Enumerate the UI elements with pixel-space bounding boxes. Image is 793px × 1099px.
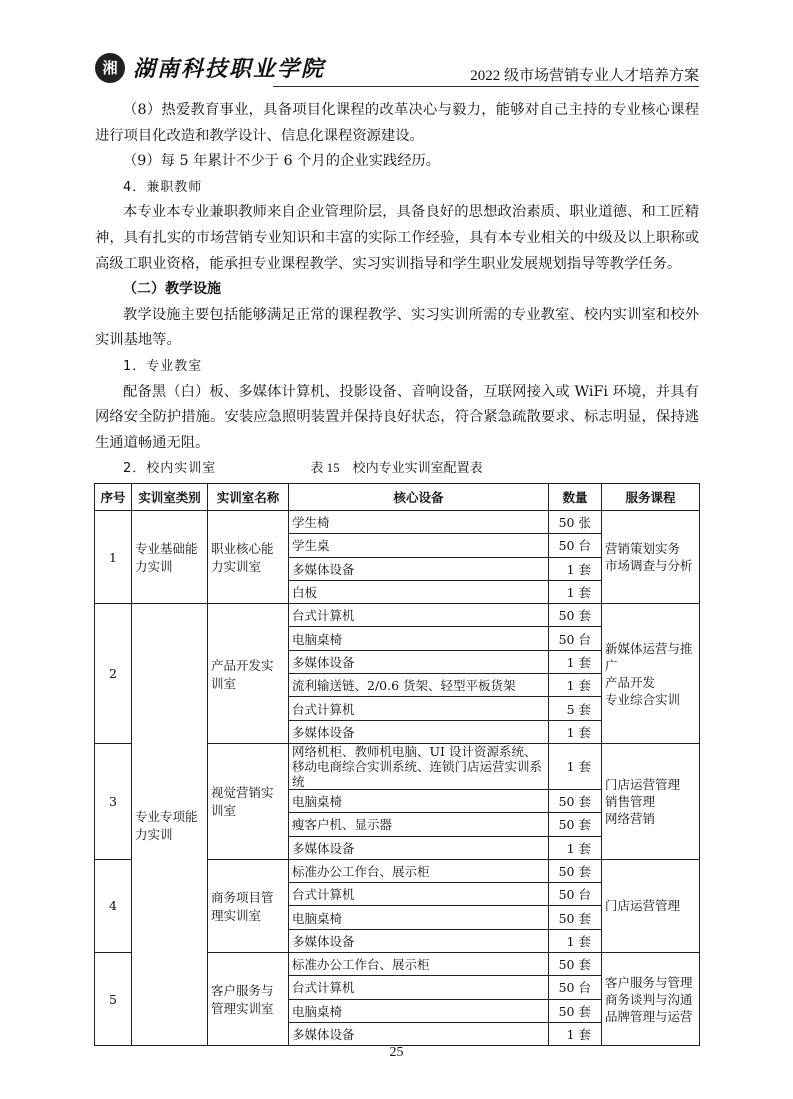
equipment-cell: 台式计算机	[289, 697, 549, 720]
course-item: 市场调查与分析	[605, 558, 693, 574]
room-name: 职业核心能力实训室	[208, 511, 289, 604]
quantity-cell: 1 套	[549, 1022, 602, 1045]
header-courses: 服务课程	[602, 484, 700, 511]
body-text	[95, 98, 699, 482]
paragraph-item-9: （9）每 5 年累计不少于 6 个月的企业实践经历。	[123, 153, 441, 170]
row-number: 1	[95, 511, 132, 604]
equipment-cell: 标准办公工作台、展示柜	[289, 859, 549, 882]
table-row	[95, 604, 700, 627]
course-item: 品牌管理与运营	[605, 1008, 693, 1024]
course-item: 专业综合实训	[605, 691, 681, 707]
equipment-cell: 电脑桌椅	[289, 999, 549, 1022]
courses-cell	[602, 859, 700, 952]
course-item: 新媒体运营与推广	[605, 640, 693, 673]
quantity-cell: 5 套	[549, 697, 602, 720]
quantity-cell: 50 套	[549, 999, 602, 1022]
equipment-cell: 标准办公工作台、展示柜	[289, 953, 549, 976]
quantity-cell: 50 台	[549, 976, 602, 999]
quantity-cell: 1 套	[549, 557, 602, 580]
quantity-cell: 1 套	[549, 836, 602, 859]
course-item: 客户服务与管理	[605, 974, 693, 990]
paragraph-classroom: 配备黑（白）板、多媒体计算机、投影设备、音响设备，互联网接入或 WiFi 环境，并具有网络安全防护措施。安装应急照明装置并保持良好状态，符合紧急疏散要求、标志明显，保持逃生通道畅通无阻。	[95, 383, 699, 451]
equipment-cell: 瘦客户机、显示器	[289, 813, 549, 836]
quantity-cell: 50 套	[549, 813, 602, 836]
equipment-cell: 学生椅	[289, 511, 549, 534]
room-category: 专业专项能力实训	[132, 604, 208, 1046]
quantity-cell: 50 套	[549, 906, 602, 929]
training-room-table	[94, 483, 700, 1046]
equipment-cell: 台式计算机	[289, 883, 549, 906]
table-header-row	[95, 484, 700, 511]
course-item: 商务谈判与沟通	[605, 991, 693, 1007]
paragraph-part-time-teachers: 本专业本专业兼职教师来自企业管理阶层，具备良好的思想政治素质、职业道德、和工匠精神，具有扎实的市场营销专业知识和丰富的实际工作经验，具有本专业相关的中级及以上职称或高级工职业资格，能承担专业课程教学、实习实训指导和学生职业发展规划指导等教学任务。	[95, 204, 699, 272]
courses-cell	[602, 511, 700, 604]
row-number: 2	[95, 604, 132, 744]
room-name: 视觉营销实训室	[208, 743, 289, 859]
table-row	[95, 511, 700, 534]
equipment-cell: 多媒体设备	[289, 650, 549, 673]
equipment-cell: 台式计算机	[289, 976, 549, 999]
subheading-part-time-teachers: 4．兼职教师	[123, 179, 203, 195]
header-no: 序号	[95, 484, 132, 511]
subheading-classroom: 1．专业教室	[123, 358, 203, 374]
school-name: 湖南科技职业学院	[133, 56, 326, 82]
quantity-cell: 50 套	[549, 604, 602, 627]
equipment-cell: 多媒体设备	[289, 1022, 549, 1045]
equipment-cell: 台式计算机	[289, 604, 549, 627]
row-number: 5	[95, 953, 132, 1046]
quantity-cell: 50 套	[549, 859, 602, 882]
quantity-cell: 1 套	[549, 650, 602, 673]
equipment-cell: 多媒体设备	[289, 929, 549, 952]
equipment-cell: 多媒体设备	[289, 720, 549, 743]
quantity-cell: 50 张	[549, 511, 602, 534]
header-divider	[273, 86, 699, 87]
equipment-cell: 电脑桌椅	[289, 627, 549, 650]
quantity-cell: 1 套	[549, 720, 602, 743]
equipment-cell: 白板	[289, 580, 549, 603]
header-category: 实训室类别	[132, 484, 208, 511]
course-item: 产品开发	[605, 674, 656, 690]
row-number: 4	[95, 859, 132, 952]
quantity-cell: 1 套	[549, 674, 602, 697]
quantity-cell: 50 套	[549, 953, 602, 976]
equipment-cell: 学生桌	[289, 534, 549, 557]
course-item: 门店运营管理	[605, 898, 681, 914]
course-item: 网络营销	[605, 810, 656, 826]
header-equipment: 核心设备	[289, 484, 549, 511]
room-name: 产品开发实训室	[208, 604, 289, 744]
header-room-name: 实训室名称	[208, 484, 289, 511]
school-logo	[95, 52, 325, 83]
equipment-cell: 电脑桌椅	[289, 906, 549, 929]
course-item: 门店运营管理	[605, 776, 681, 792]
equipment-cell: 电脑桌椅	[289, 789, 549, 812]
course-item: 销售管理	[605, 793, 656, 809]
course-item: 营销策划实务	[605, 541, 681, 557]
equipment-cell: 流利输送链、2/0.6 货架、轻型平板货架	[289, 674, 549, 697]
subheading-training-room: 2．校内实训室	[123, 461, 217, 477]
page-number: 25	[389, 1045, 404, 1060]
room-name: 商务项目管理实训室	[208, 859, 289, 952]
quantity-cell: 50 套	[549, 789, 602, 812]
document-title: 2022 级市场营销专业人才培养方案	[470, 68, 699, 84]
paragraph-item-8: （8）热爱教育事业，具备项目化课程的改革决心与毅力，能够对自己主持的专业核心课程进行项目化改造和教学设计、信息化课程资源建设。	[95, 102, 699, 144]
equipment-cell: 多媒体设备	[289, 836, 549, 859]
equipment-cell: 多媒体设备	[289, 557, 549, 580]
table-caption: 表 15 校内专业实训室配置表	[310, 460, 483, 475]
equipment-cell: 网络机柜、教师机电脑、UI 设计资源系统、移动电商综合实训系统、连锁门店运营实训系统	[289, 743, 549, 789]
section-heading-facilities: （二）教学设施	[123, 281, 221, 298]
quantity-cell: 50 台	[549, 627, 602, 650]
school-seal-icon: 湘	[95, 53, 125, 83]
paragraph-facilities: 教学设施主要包括能够满足正常的课程教学、实习实训所需的专业教室、校内实训室和校外实训基地等。	[95, 306, 699, 349]
quantity-cell: 1 套	[549, 743, 602, 789]
courses-cell	[602, 604, 700, 744]
courses-cell	[602, 743, 700, 859]
quantity-cell: 50 台	[549, 534, 602, 557]
header-quantity: 数量	[549, 484, 602, 511]
row-number: 3	[95, 743, 132, 859]
quantity-cell: 50 台	[549, 883, 602, 906]
quantity-cell: 1 套	[549, 580, 602, 603]
quantity-cell: 1 套	[549, 929, 602, 952]
page-header	[95, 52, 699, 88]
room-category: 专业基础能力实训	[132, 511, 208, 604]
courses-cell	[602, 953, 700, 1046]
room-name: 客户服务与管理实训室	[208, 953, 289, 1046]
